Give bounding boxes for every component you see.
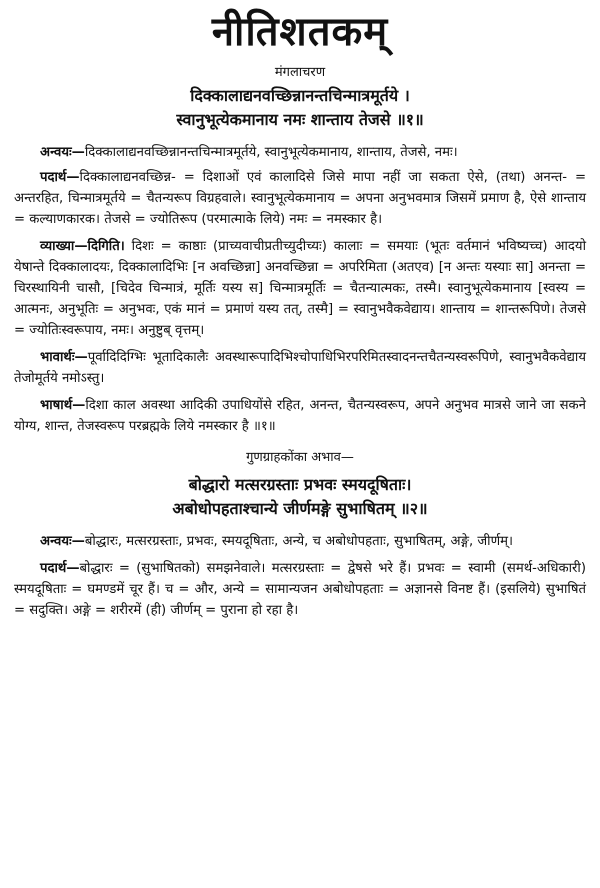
bhavartha-label: भावार्थः— <box>40 350 88 365</box>
anvaya-label: अन्वयः— <box>40 534 85 549</box>
anvaya-text: दिक्कालाद्यनवच्छिन्नानन्तचिन्मात्रमूर्तये, स्वानुभूत्येकमानाय, शान्ताय, तेजसे, नमः। <box>84 145 458 160</box>
vyakhya-label: व्याख्या—दिगिति। <box>40 239 125 254</box>
verse-line: स्वानुभूत्येकमानाय नमः शान्ताय तेजसे ॥१॥ <box>176 110 424 129</box>
bhashartha-paragraph <box>14 395 586 437</box>
padartha-label: पदार्थ— <box>40 561 80 576</box>
page-title: नीतिशतकम् <box>211 9 389 55</box>
padartha-label: पदार्थ— <box>40 170 80 185</box>
section-heading: गुणग्राहकोंका अभाव— <box>246 450 354 465</box>
padartha-text: बोद्धारः = (सुभाषितको) समझनेवाले। मत्सरग्रस्ताः = द्वेषसे भरे हैं। प्रभवः = स्वामी (समर्थ-अधिकारी) स्मयदूषिताः = घमण्डमें चूर हैं। च = और, अन्ये = सामान्यजन अबोधोपहताः = अज्ञानसे विनष्ट हैं। (इसलिये) सुभाषितं = सदुक्ति। अङ्गे = शरीरमें (ही) जीर्णम् = पुराना हो रहा है। <box>14 561 586 618</box>
bhavartha-text: पूर्वादिदिग्भिः भूतादिकालैः अवस्थारूपादिभिश्चोपाधिभिरपरिमितस्वादनन्तचैतन्यस्वरूपिणे, स्वानुभवैकवेद्याय तेजोमूर्तये नमोऽस्तु। <box>14 350 586 386</box>
anvaya-text: बोद्धारः, मत्सरग्रस्ताः, प्रभवः, स्मयदूषिताः, अन्ये, च अबोधोपहताः, सुभाषितम्, अङ्गे, जीर्णम्। <box>84 534 513 549</box>
anvaya-paragraph <box>14 142 586 163</box>
anvaya-label: अन्वयः— <box>40 145 85 160</box>
vyakhya-paragraph <box>14 236 586 341</box>
padartha-text: दिक्कालाद्यनवच्छिन्न- = दिशाओं एवं कालादिसे जिसे मापा नहीं जा सकता ऐसे, (तथा) अनन्त- = अन्तरहित, चिन्मात्रमूर्तये = चैतन्यरूप विग्रहवाले। स्वानुभूत्येकमानाय = अपना अनुभवमात्र जिसमें प्रमाण है, ऐसे शान्ताय = कल्याणकारक। तेजसे = ज्योतिरूप (परमात्माके लिये) नमः = नमस्कार है। <box>14 170 586 227</box>
padartha-paragraph <box>14 558 586 621</box>
section-heading: मंगलाचरण <box>274 65 326 80</box>
vyakhya-text: दिशः = काष्ठाः (प्राच्यवाचीप्रतीच्युदीच्यः) कालाः = समयाः (भूतः वर्तमानं भविष्यच्च) आदयो येषान्ते दिक्कालादयः, दिक्कालादिभिः [न अवच्छिन्ना] अनवच्छिन्ना = अपरिमिता (अतएव) [न अन्तः यस्याः सा] अनन्ता = चिरस्थायिनी चासौ, [चिदेव चिन्मात्रं, मूर्तिः यस्य स] चिन्मात्रमूर्तिः = चैतन्यात्मकः, तस्मै। स्वानुभूत्येकमानाय [स्वस्य = आत्मनः, अनुभूतिः = अनुभवः, एकं मानं = प्रमाणं यस्य तत्, तस्मै] = स्वानुभवैकवेद्याय। शान्ताय = शान्तरूपिणे। तेजसे = ज्योतिःस्वरूपाय, नमः। अनुष्टुब् वृत्तम्। <box>14 239 586 338</box>
verse-line: दिक्कालाद्यनवच्छिन्नानन्तचिन्मात्रमूर्तये । <box>190 86 410 105</box>
bhashartha-text: दिशा काल अवस्था आदिकी उपाधियोंसे रहित, अनन्त, चैतन्यस्वरूप, अपने अनुभव मात्रसे जाने जा सकने योग्य, शान्त, तेजस्वरूप परब्रह्मके लिये नमस्कार है ॥१॥ <box>14 398 586 434</box>
anvaya-paragraph <box>14 531 586 552</box>
bhashartha-label: भाषार्थ— <box>40 398 86 413</box>
padartha-paragraph <box>14 167 586 230</box>
verse-line: अबोधोपहताश्चान्ये जीर्णमङ्गे सुभाषितम् ॥२॥ <box>172 499 428 518</box>
verse-line: बोद्धारो मत्सरग्रस्ताः प्रभवः स्मयदूषिताः। <box>188 475 412 494</box>
verse-block <box>14 473 586 521</box>
verse-block <box>14 84 586 132</box>
bhavartha-paragraph <box>14 347 586 389</box>
